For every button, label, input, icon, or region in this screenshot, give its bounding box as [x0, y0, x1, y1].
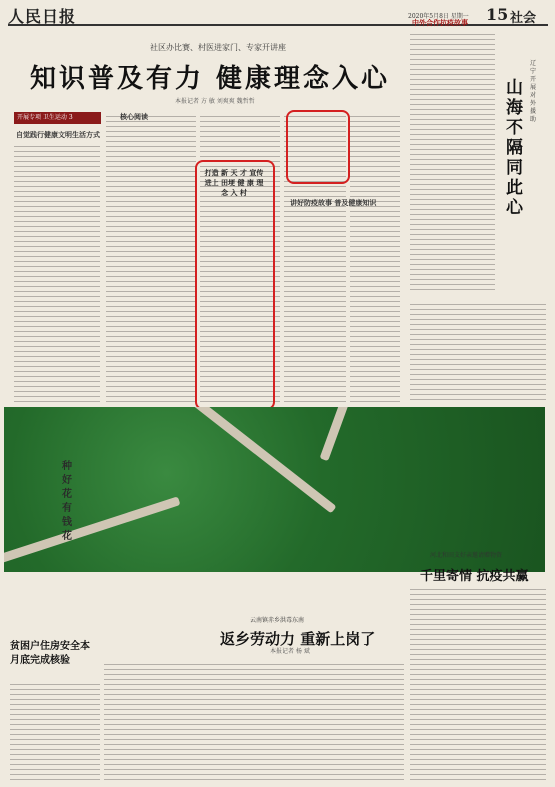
box2-title: 讲好防疫故事 普及健康知识 [290, 198, 377, 207]
right2-text [410, 585, 546, 780]
bottom-left-text [10, 680, 100, 780]
core-reading-label: 核心阅读 [120, 112, 148, 121]
page-number: 15 [486, 5, 509, 24]
bottom-left-headline: 贫困户住房安全本月底完成核验 [10, 641, 90, 666]
road-shape [181, 407, 336, 514]
bottom-kicker: 云南镇赤乡洪毒东南 [250, 617, 305, 624]
lead-headline: 知识普及有力 健康理念入心 [30, 64, 391, 94]
road-shape [4, 496, 180, 566]
right2-kicker: 河北和田支好亲邀请赠物资 [430, 552, 503, 559]
box-title: 打造 新 天 才 宣传进上 田埂 健 康 理 念 入 村 [204, 168, 264, 197]
right-column-text [410, 30, 495, 290]
bottom-text [104, 660, 404, 780]
road-shape [320, 407, 349, 461]
highlight-box-2 [286, 110, 350, 184]
left-sidebar-title: 自觉践行健康文明生活方式 [16, 130, 100, 139]
lead-kicker: 社区办比赛、村医进家门、专家开讲座 [150, 43, 286, 52]
right-lower-text [410, 300, 546, 400]
bottom-headline: 返乡劳动力 重新上岗了 [220, 630, 376, 648]
newspaper-logo: 人民日报 [8, 7, 77, 26]
right-headline: 山海不隔同此心 [506, 78, 523, 218]
column-2-text [106, 112, 196, 402]
lead-byline: 本报记者 方 敏 刘爽爽 魏哲哲 [175, 98, 255, 105]
photo-caption: 种好花有钱花 [62, 461, 72, 542]
issue-date: 2020年5月8日 星期一 [408, 13, 469, 20]
section-name: 社会 [510, 11, 537, 26]
right-header: 中外合作抗疫故事 [412, 18, 468, 27]
right2-headline: 千里寄情 抗疫共赢 [420, 569, 529, 584]
aerial-photo [4, 407, 545, 572]
bottom-byline: 本报记者 杨 斌 [270, 648, 310, 655]
right-subtitle: 辽宁开展对外援助 [530, 60, 537, 123]
left-sidebar-tag: 开展专项 卫生运动 3 [14, 112, 101, 124]
column-5-text [350, 112, 400, 402]
left-column-text [14, 142, 100, 402]
